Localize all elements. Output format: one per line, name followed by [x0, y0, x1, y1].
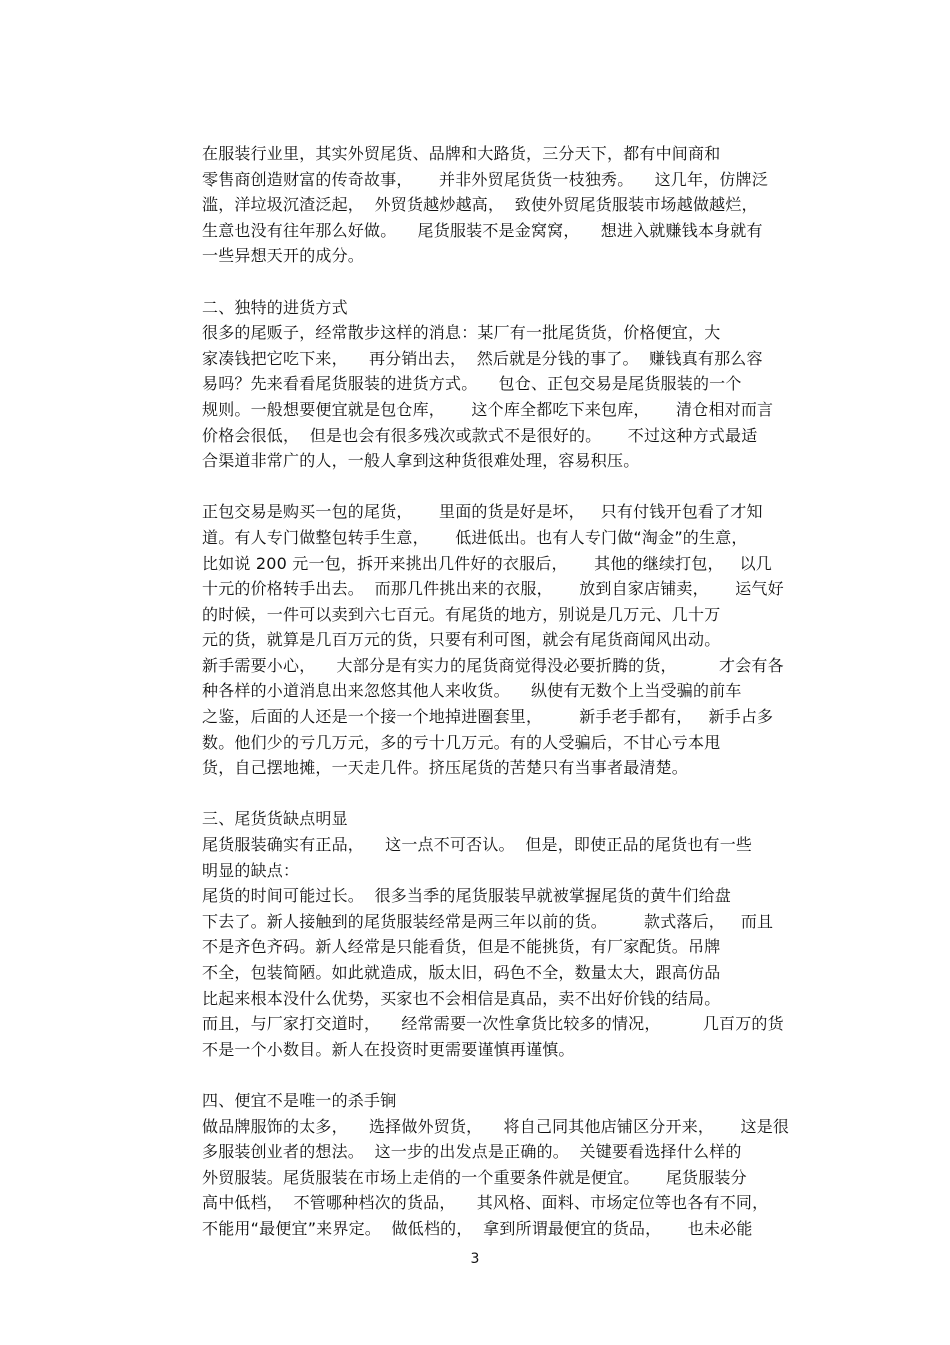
section-4	[202, 1088, 812, 1242]
text-line: 货，自己摆地摊，一天走几件。挤压尾货的苦楚只有当事者最清楚。	[202, 758, 689, 778]
paragraph-gap	[202, 269, 812, 295]
text-line: 比如说 200 元一包，拆开来挑出几件好的衣服后， 其他的继续打包， 以几	[202, 553, 772, 573]
intro-paragraph	[202, 141, 812, 269]
text-line: 合渠道非常广的人，一般人拿到这种货很难处理，容易积压。	[202, 451, 640, 471]
section-heading: 二、独特的进货方式	[202, 297, 348, 317]
text-line: 尾货服装确实有正品， 这一点不可否认。 但是，即使正品的尾货也有一些	[202, 835, 753, 855]
text-line: 在服装行业里，其实外贸尾货、品牌和大路货，三分天下，都有中间商和	[202, 144, 721, 163]
text-line: 的时候，一件可以卖到六七百元。有尾货的地方，别说是几万元、几十万	[202, 604, 721, 624]
text-line: 很多的尾贩子，经常散步这样的消息：某厂有一批尾货货，价格便宜，大	[202, 323, 721, 343]
text-line: 不能用“最便宜”来界定。 做低档的， 拿到所谓最便宜的货品， 也未必能	[202, 1218, 753, 1238]
text-line: 多服装创业者的想法。 这一步的出发点是正确的。 关键要看选择什么样的	[202, 1142, 742, 1162]
text-line: 规则。一般想要便宜就是包仓库， 这个库全都吃下来包库， 清仓相对而言	[202, 399, 774, 419]
text-line: 之鉴，后面的人还是一个接一个地掉进圈套里， 新手老手都有， 新手占多	[202, 707, 774, 727]
section-heading: 三、尾货货缺点明显	[202, 809, 348, 829]
text-line: 道。有人专门做整包转手生意， 低进低出。也有人专门做“淘金”的生意，	[202, 527, 748, 547]
text-line: 外贸服装。尾货服装在市场上走俏的一个重要条件就是便宜。 尾货服装分	[202, 1167, 747, 1187]
text-line: 新手需要小心， 大部分是有实力的尾货商觉得没必要折腾的货， 才会有各	[202, 655, 784, 675]
paragraph-gap	[202, 474, 812, 500]
text-line: 一些异想天开的成分。	[202, 246, 365, 266]
section-3	[202, 806, 812, 1062]
document-page	[202, 141, 812, 1242]
text-line: 易吗？先来看看尾货服装的进货方式。 包仓、正包交易是尾货服装的一个	[202, 374, 742, 394]
text-line: 做品牌服饰的太多， 选择做外贸货， 将自己同其他店铺区分开来， 这是很	[202, 1116, 790, 1136]
paragraph-gap	[202, 781, 812, 807]
text-line: 比起来根本没什么优势，买家也不会相信是真品，卖不出好价钱的结局。	[202, 988, 721, 1008]
section-heading: 四、便宜不是唯一的杀手锏	[202, 1090, 397, 1110]
text-line: 价格会很低， 但是也会有很多残次或款式不是很好的。 不过这种方式最适	[202, 425, 758, 445]
paragraph-gap	[202, 1062, 812, 1088]
text-line: 不是齐色齐码。新人经常是只能看货，但是不能挑货，有厂家配货。吊牌	[202, 937, 721, 957]
text-line: 家凑钱把它吃下来， 再分销出去， 然后就是分钱的事了。 赚钱真有那么容	[202, 348, 763, 368]
text-line: 数。他们少的亏几万元，多的亏十几万元。有的人受骗后，不甘心亏本甩	[202, 732, 721, 752]
text-line: 正包交易是购买一包的尾货， 里面的货是好是坏， 只有付钱开包看了才知	[202, 502, 763, 522]
page-number: 3	[470, 1251, 480, 1267]
text-line: 高中低档， 不管哪种档次的货品， 其风格、面料、市场定位等也各有不同，	[202, 1193, 769, 1213]
text-line: 下去了。新人接触到的尾货服装经常是两三年以前的货。 款式落后， 而且	[202, 911, 774, 931]
text-line: 元的货，就算是几百万元的货，只要有利可图，就会有尾货商闻风出动。	[202, 630, 721, 650]
text-line: 不是一个小数目。新人在投资时更需要谨慎再谨慎。	[202, 1039, 575, 1059]
section-2	[202, 295, 812, 781]
text-line: 明显的缺点：	[202, 860, 300, 880]
text-line: 不全，包装简陋。如此就造成，版太旧，码色不全，数量太大，跟高仿品	[202, 963, 721, 982]
text-line: 而且，与厂家打交道时， 经常需要一次性拿货比较多的情况， 几百万的货	[202, 1014, 784, 1034]
text-line: 十元的价格转手出去。 而那几件挑出来的衣服， 放到自家店铺卖， 运气好	[202, 579, 784, 599]
text-line: 种各样的小道消息出来忽悠其他人来收货。 纵使有无数个上当受骗的前车	[202, 681, 742, 701]
text-line: 生意也没有往年那么好做。 尾货服装不是金窝窝， 想进入就赚钱本身就有	[202, 220, 763, 240]
text-line: 零售商创造财富的传奇故事， 并非外贸尾货货一枝独秀。 这几年，仿牌泛	[202, 169, 768, 189]
text-line: 滥，洋垃圾沉渣泛起， 外贸货越炒越高， 致使外贸尾货服装市场越做越烂，	[202, 195, 758, 215]
text-line: 尾货的时间可能过长。 很多当季的尾货服装早就被掌握尾货的黄牛们给盘	[202, 886, 731, 906]
